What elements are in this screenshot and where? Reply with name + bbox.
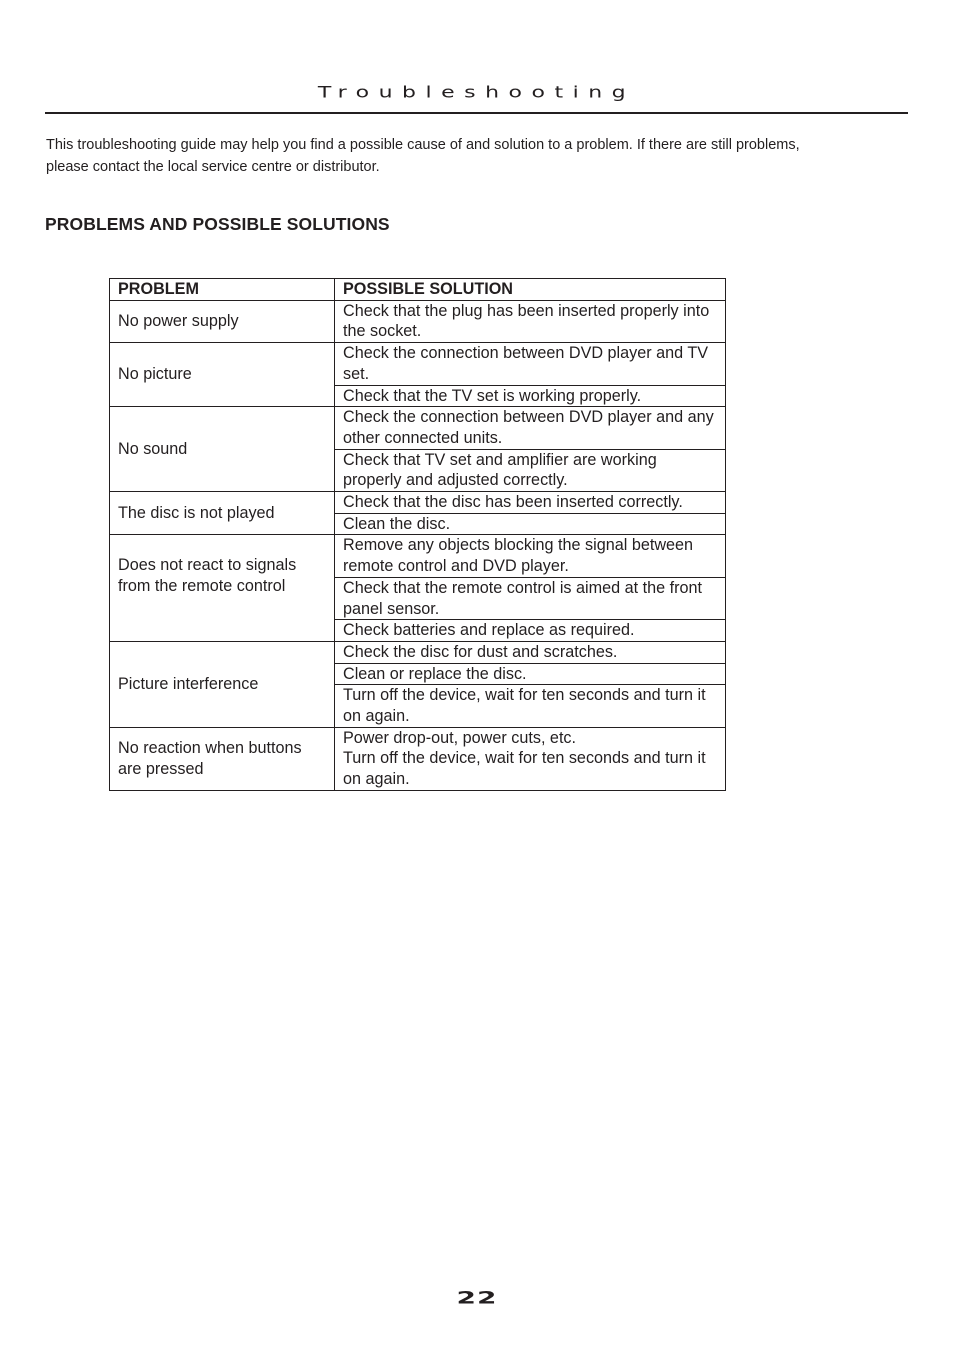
solution-cell: Check the connection between DVD player and any other connected units. (335, 407, 726, 449)
problem-cell: Picture interference (110, 641, 335, 727)
solution-cell: Check that the TV set is working properly. (335, 385, 726, 407)
solution-cell: Clean or replace the disc. (335, 663, 726, 685)
table-row (110, 492, 726, 514)
solution-cell: Power drop-out, power cuts, etc. Turn off the device, wait for ten seconds and turn it on again. (335, 727, 726, 790)
problem-cell: Does not react to signals from the remote control (110, 535, 335, 642)
solution-cell: Check the disc for dust and scratches. (335, 641, 726, 663)
table-header-row (110, 279, 726, 301)
solution-cell: Turn off the device, wait for ten seconds and turn it on again. (335, 685, 726, 727)
problem-cell: No power supply (110, 300, 335, 342)
table-row (110, 535, 726, 577)
page-title-bar (45, 82, 908, 114)
header-problem: PROBLEM (110, 279, 335, 301)
section-heading: PROBLEMS AND POSSIBLE SOLUTIONS (45, 214, 390, 234)
table-row (110, 300, 726, 342)
intro-paragraph: This troubleshooting guide may help you find a possible cause of and solution to a problem. If there are still problems, please contact the local service centre or distributor. (46, 137, 800, 175)
solution-cell: Check that the disc has been inserted correctly. (335, 492, 726, 514)
solution-cell: Remove any objects blocking the signal between remote control and DVD player. (335, 535, 726, 577)
problem-cell: The disc is not played (110, 492, 335, 535)
problem-cell: No sound (110, 407, 335, 492)
page-title: Troubleshooting (317, 84, 636, 102)
problem-cell: No reaction when buttons are pressed (110, 727, 335, 790)
troubleshooting-table (109, 278, 726, 791)
solution-cell: Clean the disc. (335, 513, 726, 535)
page-number: 22 (456, 1288, 498, 1308)
problem-cell: No picture (110, 343, 335, 407)
table-row (110, 641, 726, 663)
table-row (110, 727, 726, 790)
solution-cell: Check the connection between DVD player and TV set. (335, 343, 726, 385)
header-solution: POSSIBLE SOLUTION (335, 279, 726, 301)
solution-cell: Check that the plug has been inserted properly into the socket. (335, 300, 726, 342)
table-row (110, 407, 726, 449)
table-row (110, 343, 726, 385)
solution-cell: Check batteries and replace as required. (335, 620, 726, 642)
solution-cell: Check that the remote control is aimed at the front panel sensor. (335, 577, 726, 619)
solution-cell: Check that TV set and amplifier are working properly and adjusted correctly. (335, 449, 726, 491)
